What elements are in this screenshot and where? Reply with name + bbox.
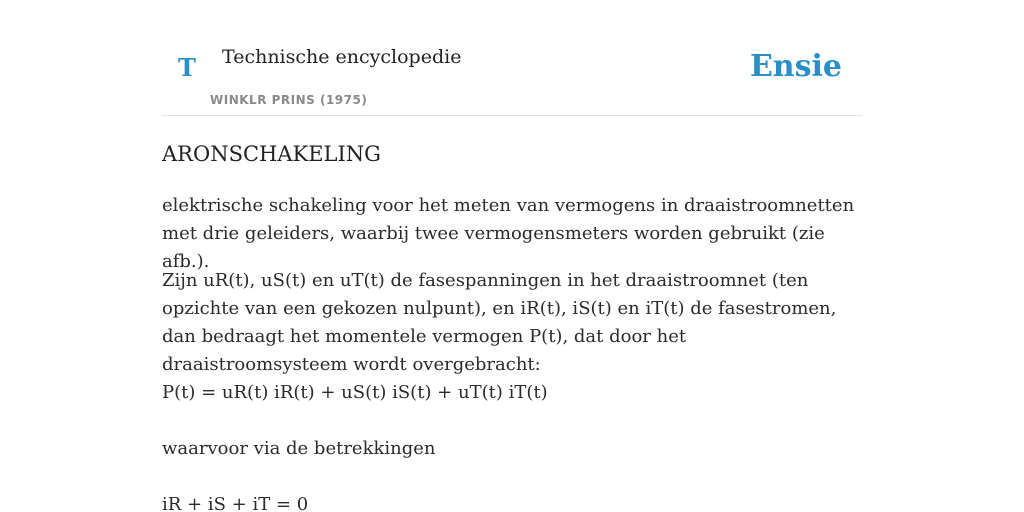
entry-paragraph: Zijn uR(t), uS(t) en uT(t) de fasespanningen in het draaistroomnet (ten opzichte van een gekozen nulpunt), en iR(t), iS(t) en iT(t) de fasestromen, dan bedraagt het momentele vermogen P(t), dat door het draaistroomsysteem wordt overgebracht: [162,270,837,375]
entry-title: ARONSCHAKELING [162,142,381,166]
book-logo-icon[interactable]: T [178,53,196,82]
entry-paragraph: waarvoor via de betrekkingen [162,438,436,459]
book-subtitle: WINKLR PRINS (1975) [210,93,368,107]
page-content [162,0,862,512]
entry-paragraph: elektrische schakeling voor het meten van vermogens in draaistroomnetten met drie geleiders, waarbij twee vermogensmeters worden gebruikt (zie afb.). [162,195,855,272]
formula-power: P(t) = uR(t) iR(t) + uS(t) iS(t) + uT(t) iT(t) [162,382,548,403]
book-title-link[interactable]: Technische encyclopedie [222,46,462,68]
formula-currents: iR + iS + iT = 0 [162,494,309,512]
brand-logo[interactable]: Ensie [749,49,842,84]
header [162,0,862,116]
